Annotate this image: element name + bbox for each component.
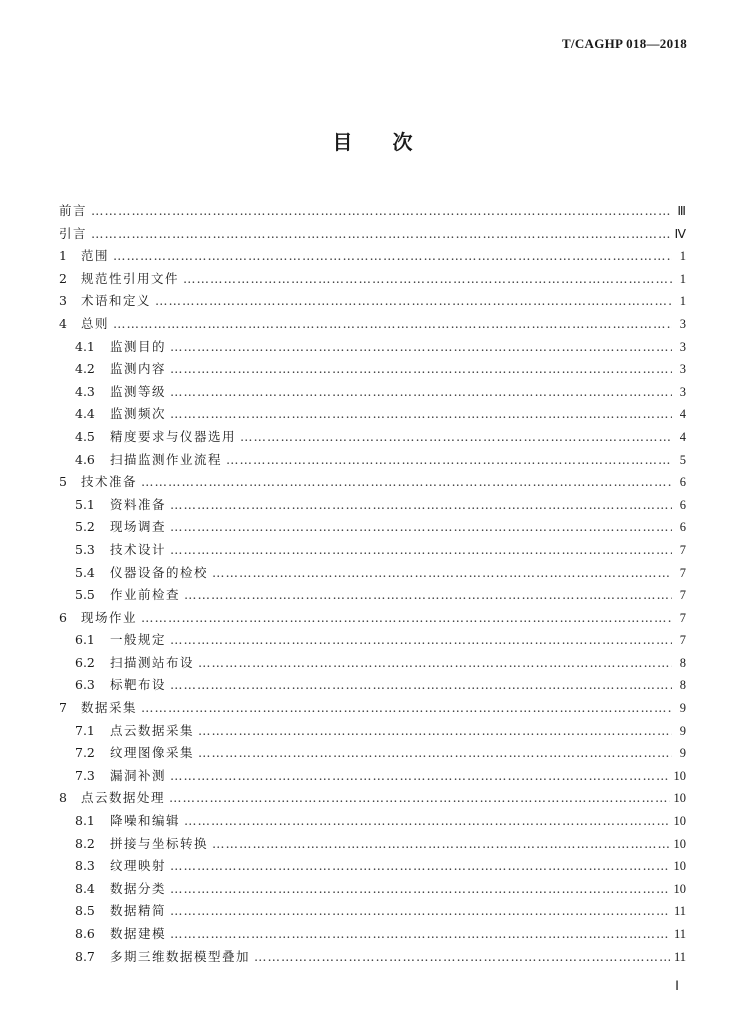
toc-leader-dots xyxy=(113,313,672,336)
toc-entry[interactable] xyxy=(59,629,686,652)
toc-entry[interactable] xyxy=(59,403,686,426)
toc-entry-number: 8.6 xyxy=(75,926,95,941)
toc-entry-label: 数据采集 xyxy=(81,700,138,716)
toc-leader-dots xyxy=(212,562,672,585)
toc-leader-dots xyxy=(170,336,672,359)
toc-entry-label: 技术准备 xyxy=(81,474,138,490)
table-of-contents xyxy=(59,200,686,968)
toc-entry-page: 7 xyxy=(679,610,686,625)
toc-leader-dots xyxy=(183,268,672,291)
toc-entry-page: 10 xyxy=(673,859,686,874)
toc-entry-label: 监测内容 xyxy=(110,361,167,377)
toc-entry-page: 10 xyxy=(673,814,686,829)
toc-entry-number: 4.2 xyxy=(75,361,95,377)
toc-leader-dots xyxy=(141,697,672,720)
toc-entry[interactable] xyxy=(59,200,686,223)
toc-entry-page: 6 xyxy=(679,475,686,490)
toc-entry-label: 纹理映射 xyxy=(110,858,167,874)
toc-entry-page: 11 xyxy=(673,927,686,941)
toc-entry-page: 7 xyxy=(679,633,686,648)
toc-entry-page: 7 xyxy=(679,588,686,603)
toc-leader-dots xyxy=(141,471,672,494)
toc-entry[interactable] xyxy=(59,223,686,246)
toc-entry[interactable] xyxy=(59,652,686,675)
toc-entry[interactable] xyxy=(59,697,686,720)
toc-entry-label: 漏洞补测 xyxy=(110,767,167,783)
toc-entry-number: 7.2 xyxy=(75,745,95,761)
toc-entry[interactable] xyxy=(59,742,686,765)
toc-entry-number: 5.5 xyxy=(75,587,95,603)
toc-entry-number: 5 xyxy=(59,474,67,490)
toc-leader-dots xyxy=(170,923,670,946)
toc-entry-number: 8.4 xyxy=(75,880,95,896)
toc-entry-number: 1 xyxy=(59,248,67,264)
toc-entry-page: 11 xyxy=(673,949,686,964)
toc-entry[interactable] xyxy=(59,268,686,291)
toc-entry-page: 5 xyxy=(679,452,686,467)
toc-entry[interactable] xyxy=(59,471,686,494)
toc-leader-dots xyxy=(170,358,672,381)
toc-entry-number: 8 xyxy=(59,790,67,806)
toc-leader-dots xyxy=(170,765,669,788)
toc-entry-label: 点云数据采集 xyxy=(110,722,195,738)
toc-leader-dots xyxy=(184,810,669,833)
toc-entry-label: 资料准备 xyxy=(110,496,167,512)
toc-entry[interactable] xyxy=(59,516,686,539)
toc-entry-label: 现场作业 xyxy=(81,609,138,625)
toc-entry-number: 2 xyxy=(59,270,67,286)
toc-entry[interactable] xyxy=(59,245,686,268)
toc-entry-page: Ⅲ xyxy=(677,204,686,218)
toc-entry-page: 1 xyxy=(679,249,686,264)
toc-entry-label: 监测频次 xyxy=(110,406,167,422)
toc-entry-label: 技术设计 xyxy=(110,541,167,557)
title-part-1: 目 xyxy=(332,130,353,154)
toc-leader-dots xyxy=(170,539,672,562)
toc-entry-page: 1 xyxy=(679,294,686,309)
toc-leader-dots xyxy=(226,449,672,472)
toc-entry-page: 10 xyxy=(673,881,686,896)
toc-leader-dots xyxy=(212,833,669,856)
toc-entry-number: 4.1 xyxy=(75,338,95,354)
toc-entry-number: 4.4 xyxy=(75,406,95,422)
toc-entry[interactable] xyxy=(59,923,686,946)
toc-leader-dots xyxy=(141,607,672,630)
toc-leader-dots xyxy=(184,584,672,607)
toc-entry-label: 降噪和编辑 xyxy=(110,813,181,829)
toc-entry[interactable] xyxy=(59,539,686,562)
toc-entry-number: 8.3 xyxy=(75,858,95,874)
toc-entry-label: 扫描监测作业流程 xyxy=(110,451,223,467)
toc-leader-dots xyxy=(170,381,672,404)
toc-entry[interactable] xyxy=(59,607,686,630)
toc-entry[interactable] xyxy=(59,900,686,923)
toc-leader-dots xyxy=(91,200,672,223)
toc-entry[interactable] xyxy=(59,358,686,381)
toc-entry-number: 6 xyxy=(59,609,67,625)
toc-entry-label: 仪器设备的检校 xyxy=(110,564,209,580)
toc-entry-label: 监测等级 xyxy=(110,383,167,399)
toc-entry-number: 7.1 xyxy=(75,722,95,738)
toc-entry-label: 标靶布设 xyxy=(110,677,167,693)
toc-entry-number: 4.5 xyxy=(75,428,95,444)
toc-entry-page: 6 xyxy=(679,520,686,535)
toc-entry[interactable] xyxy=(59,674,686,697)
toc-leader-dots xyxy=(170,878,669,901)
toc-entry-label: 点云数据处理 xyxy=(81,790,166,806)
toc-leader-dots xyxy=(240,426,672,449)
toc-entry-label: 前言 xyxy=(59,203,88,218)
toc-leader-dots xyxy=(198,742,672,765)
toc-entry-number: 5.4 xyxy=(75,564,95,580)
toc-entry-label: 数据精简 xyxy=(110,903,167,919)
toc-entry-number: 4.6 xyxy=(75,451,95,467)
toc-entry-page: 9 xyxy=(679,746,686,761)
toc-entry-page: 9 xyxy=(679,701,686,716)
toc-entry-label: 范围 xyxy=(81,248,110,264)
toc-entry-label: 多期三维数据模型叠加 xyxy=(110,948,251,964)
toc-entry-label: 一般规定 xyxy=(110,632,167,648)
toc-entry-label: 精度要求与仪器选用 xyxy=(110,428,237,444)
toc-leader-dots xyxy=(170,516,672,539)
toc-entry-label: 作业前检查 xyxy=(110,587,181,603)
toc-entry-label: 数据分类 xyxy=(110,880,167,896)
toc-entry-number: 5.1 xyxy=(75,496,95,512)
toc-entry-page: 3 xyxy=(679,339,686,354)
toc-entry-page: 1 xyxy=(679,271,686,286)
toc-entry[interactable] xyxy=(59,290,686,313)
toc-entry-label: 纹理图像采集 xyxy=(110,745,195,761)
toc-entry-label: 拼接与坐标转换 xyxy=(110,835,209,851)
toc-entry[interactable] xyxy=(59,787,686,810)
toc-leader-dots xyxy=(169,787,669,810)
toc-entry-label: 监测目的 xyxy=(110,338,167,354)
toc-entry-page: 6 xyxy=(679,497,686,512)
toc-entry[interactable] xyxy=(59,584,686,607)
toc-entry-label: 数据建模 xyxy=(110,926,167,941)
standard-code: T/CAGHP 018—2018 xyxy=(561,36,687,51)
toc-entry[interactable] xyxy=(59,449,686,472)
toc-entry-page: 11 xyxy=(673,904,686,919)
page-title xyxy=(0,126,745,155)
toc-leader-dots xyxy=(170,629,672,652)
toc-entry-number: 7.3 xyxy=(75,767,95,783)
toc-entry[interactable] xyxy=(59,765,686,788)
toc-entry-number: 6.2 xyxy=(75,654,95,670)
toc-entry-page: 8 xyxy=(679,655,686,670)
toc-entry[interactable] xyxy=(59,313,686,336)
toc-entry[interactable] xyxy=(59,426,686,449)
toc-leader-dots xyxy=(155,290,672,313)
toc-leader-dots xyxy=(198,720,672,743)
toc-entry-number: 5.3 xyxy=(75,541,95,557)
toc-entry-label: 现场调查 xyxy=(110,519,167,535)
toc-entry-page: 8 xyxy=(679,678,686,693)
toc-entry-label: 总则 xyxy=(81,315,110,331)
toc-entry-page: 10 xyxy=(673,836,686,851)
toc-entry-number: 8.7 xyxy=(75,948,95,964)
toc-entry[interactable] xyxy=(59,381,686,404)
toc-leader-dots xyxy=(170,494,672,517)
toc-entry-page: 7 xyxy=(679,565,686,580)
toc-entry-label: 引言 xyxy=(59,225,88,241)
toc-entry-page: 3 xyxy=(679,362,686,377)
toc-entry-label: 扫描测站布设 xyxy=(110,654,195,670)
toc-entry-page: 10 xyxy=(673,768,686,783)
toc-entry[interactable] xyxy=(59,336,686,359)
toc-entry[interactable] xyxy=(59,878,686,901)
toc-entry-number: 6.1 xyxy=(75,632,95,648)
footer-page-number: Ⅰ xyxy=(675,978,679,993)
toc-entry-label: 规范性引用文件 xyxy=(81,270,180,286)
title-part-2: 次 xyxy=(392,130,413,154)
toc-entry-number: 4.3 xyxy=(75,383,95,399)
toc-leader-dots xyxy=(170,403,672,426)
toc-entry-page: 10 xyxy=(673,791,686,806)
toc-leader-dots xyxy=(254,946,670,969)
toc-leader-dots xyxy=(170,855,669,878)
toc-leader-dots xyxy=(91,223,670,246)
toc-leader-dots xyxy=(170,900,670,923)
toc-entry-number: 7 xyxy=(59,700,67,716)
toc-entry[interactable] xyxy=(59,855,686,878)
toc-entry-number: 3 xyxy=(59,293,67,309)
toc-entry[interactable] xyxy=(59,833,686,856)
toc-entry-page: Ⅳ xyxy=(674,226,686,241)
toc-entry-number: 4 xyxy=(59,315,67,331)
toc-entry[interactable] xyxy=(59,562,686,585)
toc-leader-dots xyxy=(113,245,672,268)
toc-entry-label: 术语和定义 xyxy=(81,293,152,309)
toc-entry-page: 4 xyxy=(679,407,686,422)
toc-entry-page: 3 xyxy=(679,316,686,331)
toc-entry-page: 7 xyxy=(679,542,686,557)
toc-entry[interactable] xyxy=(59,720,686,743)
toc-entry-number: 5.2 xyxy=(75,519,95,535)
toc-entry-page: 9 xyxy=(679,723,686,738)
toc-entry[interactable] xyxy=(59,946,686,969)
toc-entry-number: 8.2 xyxy=(75,835,95,851)
toc-entry[interactable] xyxy=(59,494,686,517)
toc-leader-dots xyxy=(170,674,672,697)
toc-leader-dots xyxy=(198,652,672,675)
toc-entry-page: 3 xyxy=(679,384,686,399)
toc-entry-number: 8.1 xyxy=(75,813,95,829)
toc-entry-number: 8.5 xyxy=(75,903,95,919)
toc-entry-page: 4 xyxy=(679,429,686,444)
toc-entry[interactable] xyxy=(59,810,686,833)
toc-entry-number: 6.3 xyxy=(75,677,95,693)
